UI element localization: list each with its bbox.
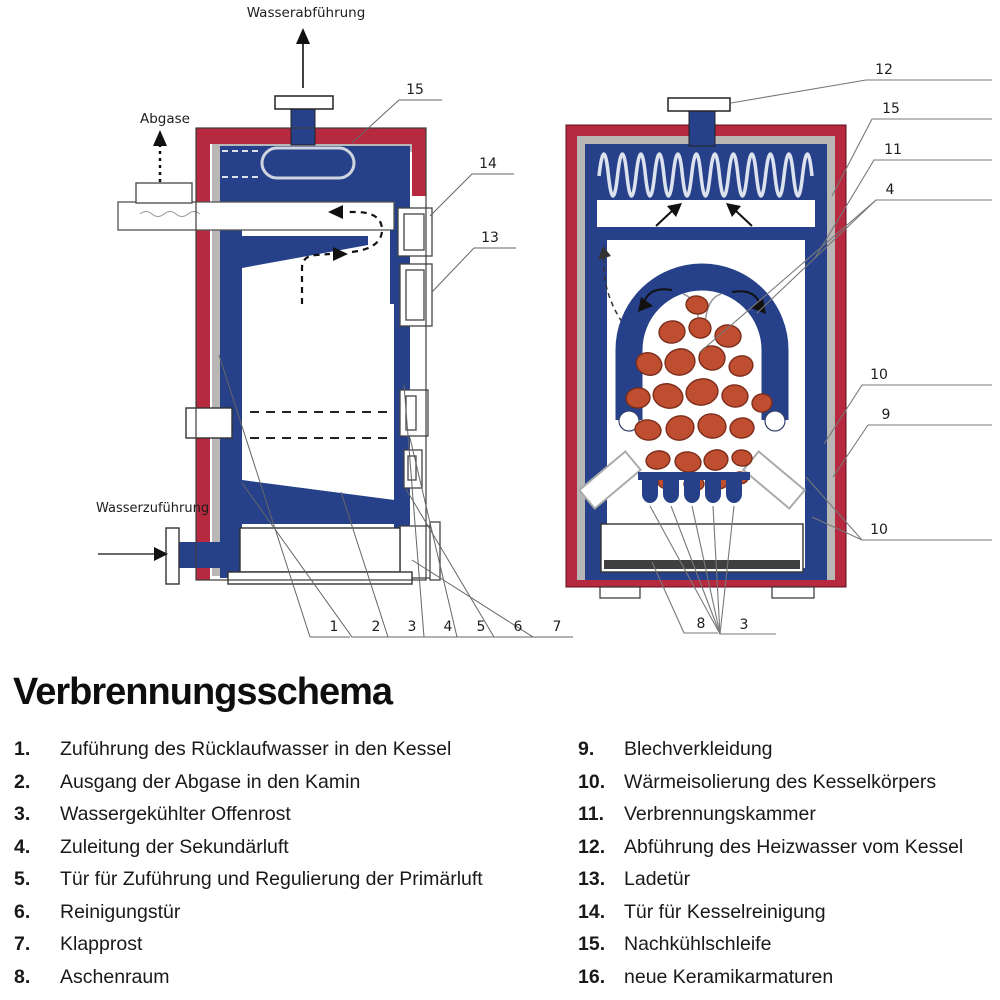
callout-6: 6	[513, 619, 523, 635]
heating-water-outlet-pipe	[689, 110, 715, 146]
legend-item	[14, 772, 570, 792]
water-outlet-label: Wasserabführung	[246, 5, 366, 21]
callout-4: 4	[443, 619, 453, 635]
legend-item-label: Tür für Zuführung und Regulierung der Primärluft	[60, 868, 483, 890]
legend-item	[578, 869, 998, 889]
legend-column-left	[14, 739, 570, 987]
page-title: Verbrennungsschema	[13, 671, 393, 713]
legend-item	[578, 837, 998, 857]
right-boiler-diagram	[566, 62, 992, 634]
legend-item-label: Nachkühlschleife	[624, 933, 772, 955]
legend-column-right	[578, 739, 998, 987]
legend-item-label: Reinigungstür	[60, 900, 181, 923]
legend-item-number: 3.	[14, 803, 31, 825]
legend-item	[14, 934, 570, 954]
water-inlet-pipe	[179, 542, 221, 568]
legend-item-number: 2.	[14, 770, 31, 793]
legend-item-label: Ladetür	[624, 868, 691, 890]
callout-12-right: 12	[875, 62, 893, 78]
water-outlet-pipe	[291, 109, 315, 145]
callout-1: 1	[329, 619, 339, 635]
legend-item	[14, 739, 570, 759]
legend-item-number: 12.	[578, 835, 606, 858]
legend-item-label: Aschenraum	[60, 965, 170, 988]
legend-item-number: 14.	[578, 900, 606, 923]
legend-item-number: 7.	[14, 933, 31, 955]
legend-item	[14, 804, 570, 824]
left-boiler-diagram	[96, 5, 573, 637]
callout-9-right: 9	[881, 407, 891, 423]
legend-item	[14, 869, 570, 889]
legend-item-number: 11.	[578, 803, 605, 825]
callout-10-lower: 10	[870, 522, 888, 538]
legend-item-label: Ausgang der Abgase in den Kamin	[60, 770, 361, 793]
callout-4-right: 4	[885, 182, 895, 198]
legend-item	[14, 837, 570, 857]
legend-item-label: Verbrennungskammer	[624, 803, 816, 825]
callout-15-right: 15	[882, 101, 900, 117]
callout-2: 2	[371, 619, 381, 635]
legend-item-number: 10.	[578, 770, 606, 793]
legend-item-label: Wassergekühlter Offenrost	[60, 803, 291, 825]
ash-box	[240, 528, 400, 572]
gas-slot	[597, 200, 815, 227]
callout-5: 5	[476, 619, 486, 635]
legend-item	[578, 967, 998, 987]
callout-10-upper: 10	[870, 367, 888, 383]
callout-8-right: 8	[696, 616, 706, 632]
legend-item-label: neue Keramikarmaturen	[624, 965, 834, 988]
flue-gas-arrow	[153, 130, 167, 146]
callout-7: 7	[552, 619, 562, 635]
legend-item-number: 8.	[14, 965, 31, 988]
legend-item-label: Wärmeisolierung des Kesselkörpers	[624, 770, 937, 793]
legend-item-label: Blechverkleidung	[624, 738, 773, 760]
legend-item-number: 16.	[578, 965, 606, 988]
legend-item	[578, 739, 998, 759]
water-cooled-grate	[638, 472, 750, 503]
legend-item	[14, 967, 570, 987]
legend-item-number: 6.	[14, 900, 31, 923]
legend-item-number: 4.	[14, 835, 31, 858]
water-inlet-label: Wasserzuführung	[96, 501, 210, 516]
callout-14-left: 14	[479, 156, 497, 172]
legend-item-label: Abführung des Heizwasser vom Kessel	[624, 835, 964, 858]
legend-item	[578, 934, 998, 954]
flue-gas-label: Abgase	[140, 111, 190, 127]
legend-item	[578, 804, 998, 824]
legend-item-label: Klapprost	[60, 933, 143, 955]
callout-3-right: 3	[739, 617, 749, 633]
legend-item-label: Zuleitung der Sekundärluft	[60, 835, 289, 858]
legend-item	[578, 902, 998, 922]
callout-15-left: 15	[406, 82, 424, 98]
legend-item-number: 15.	[578, 933, 606, 955]
callout-3: 3	[407, 619, 417, 635]
legend-item-label: Tür für Kesselreinigung	[624, 900, 826, 923]
callout-11-right: 11	[884, 142, 902, 158]
legend-item-number: 5.	[14, 868, 31, 890]
legend-item-number: 13.	[578, 868, 606, 890]
water-outlet-arrow	[296, 28, 310, 44]
legend-item	[578, 772, 998, 792]
legend-item-label: Zuführung des Rücklaufwasser in den Kessel	[60, 738, 452, 760]
legend-item-number: 9.	[578, 738, 595, 760]
legend-item-number: 1.	[14, 738, 31, 760]
legend-item	[14, 902, 570, 922]
callout-13-left: 13	[481, 230, 499, 246]
